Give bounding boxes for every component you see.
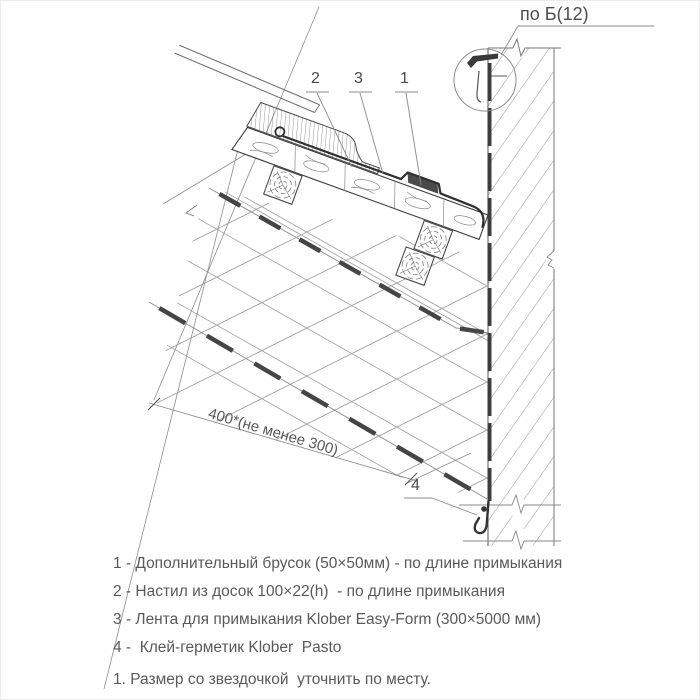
legend-note: 1. Размер со звездочкой уточнить по месту. [113, 671, 431, 688]
base-sealant-hook [475, 501, 489, 533]
legend-item-3: 3 - Лента для примыкания Klober Easy-Form (300×5000 мм) [113, 611, 542, 628]
detail-reference-label: по Б(12) [520, 4, 589, 24]
legend-item-1: 1 - Дополнительный брусок (50×50мм) - по длине примыкания [113, 555, 563, 572]
upper-tile-course [172, 45, 323, 114]
callout-4: 4 [411, 477, 420, 494]
tape-lower-edge [149, 302, 487, 499]
callout-3: 3 [354, 70, 363, 87]
legend-item-2: 2 - Настил из досок 100×22(h) - по длине примыкания [113, 583, 505, 600]
sealant-bead [481, 506, 487, 512]
legend-item-4: 4 - Клей-герметик Klober Pasto [113, 639, 342, 656]
dimension-text: 400*(не менее 300) [206, 405, 341, 460]
callout-1: 1 [400, 70, 409, 87]
callout-2: 2 [311, 70, 320, 87]
roof-break-flag [186, 205, 197, 216]
wall-hatch [488, 48, 554, 546]
wall-section [459, 37, 561, 552]
tape-fold [477, 71, 481, 102]
